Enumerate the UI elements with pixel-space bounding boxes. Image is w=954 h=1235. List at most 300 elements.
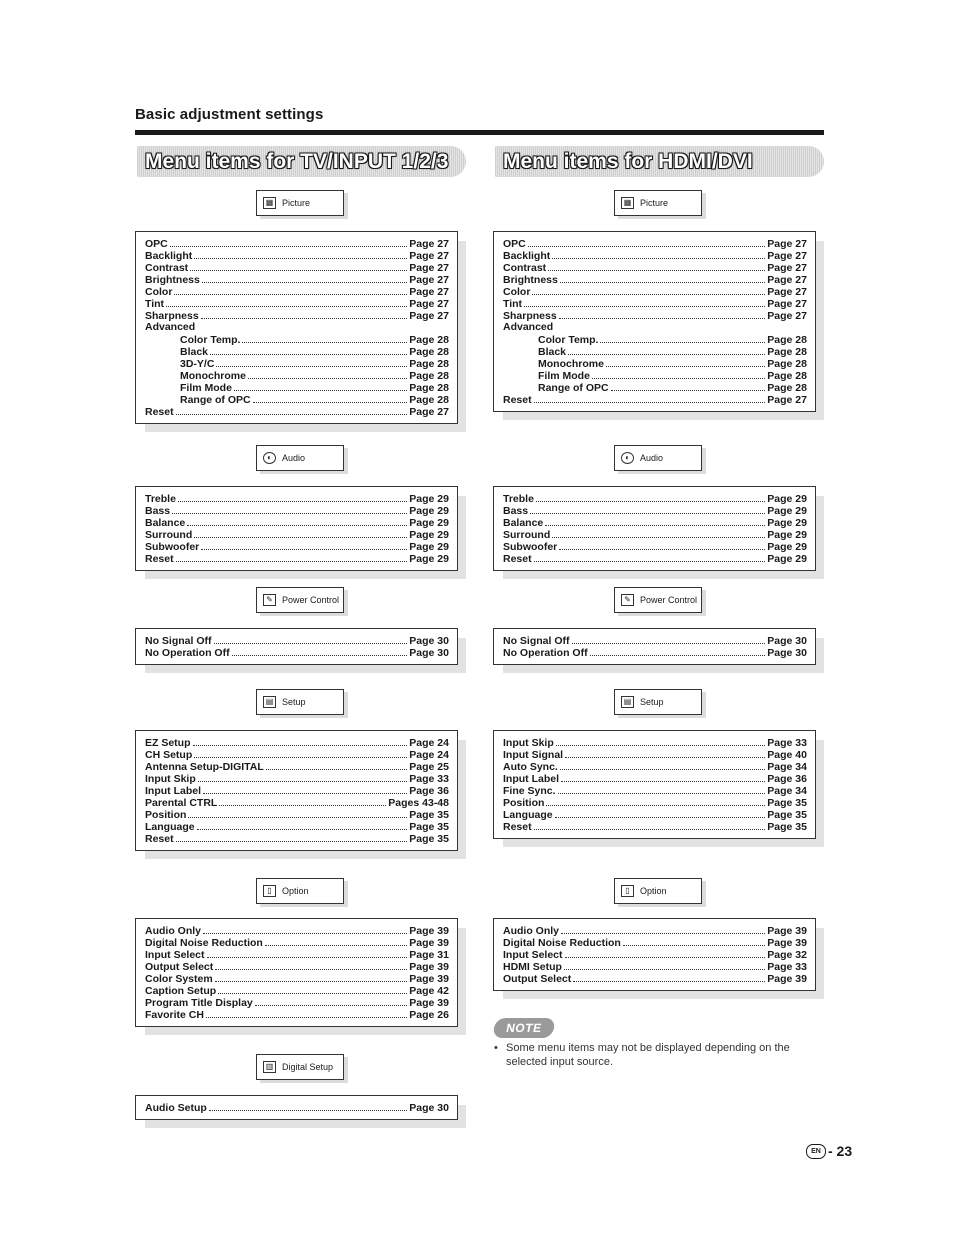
- menu-items-list: [135, 1095, 458, 1120]
- dot-leader: [232, 646, 408, 656]
- dot-leader: [536, 492, 765, 502]
- dot-leader: [552, 249, 765, 259]
- menu-item-label: Tint: [503, 298, 523, 310]
- dot-leader: [545, 516, 765, 526]
- menu-item-row: [503, 936, 807, 948]
- menu-item-label: Reset: [145, 406, 174, 418]
- dot-leader: [568, 345, 765, 355]
- menu-item-row: [145, 924, 449, 936]
- menu-item-label: Black: [180, 346, 209, 358]
- menu-item-row: [145, 297, 449, 309]
- menu-item-row: [145, 357, 449, 369]
- note-badge: NOTE: [492, 1018, 556, 1038]
- menu-tab-label: Setup: [282, 697, 306, 707]
- dot-leader: [203, 784, 407, 794]
- dot-leader: [194, 748, 407, 758]
- menu-item-row: [503, 924, 807, 936]
- menu-item-page: Page 39: [409, 937, 449, 949]
- dot-leader: [190, 261, 407, 271]
- dot-leader: [194, 249, 407, 259]
- dot-leader: [606, 357, 765, 367]
- menu-item-page: Page 35: [767, 821, 807, 833]
- menu-item-page: Page 33: [767, 961, 807, 973]
- menu-item-row: [503, 972, 807, 984]
- menu-tab-label: Power Control: [282, 595, 340, 605]
- menu-item-row: [145, 237, 449, 249]
- menu-item-label: Balance: [503, 517, 544, 529]
- menu-item-page: Page 28: [409, 394, 449, 406]
- menu-item-label: Reset: [503, 553, 532, 565]
- menu-item-row: [503, 784, 807, 796]
- menu-item-row: [503, 646, 807, 658]
- dot-leader: [524, 297, 765, 307]
- dot-leader: [534, 552, 766, 562]
- menu-item-row: [145, 405, 449, 417]
- menu-item-label: Tint: [145, 298, 165, 310]
- note-body: Some menu items may not be displayed depending on the selected input source.: [506, 1042, 790, 1068]
- menu-item-label: Reset: [145, 553, 174, 565]
- menu-tab-label: Setup: [640, 697, 664, 707]
- dot-leader: [266, 760, 408, 770]
- option-icon: ▯: [621, 885, 634, 897]
- menu-item-page: Page 39: [767, 973, 807, 985]
- menu-item-page: Page 39: [767, 937, 807, 949]
- menu-item-label: Advanced: [503, 321, 554, 333]
- power-control-icon: ✎: [263, 594, 276, 606]
- menu-item-row: [503, 760, 807, 772]
- dot-leader: [573, 972, 765, 982]
- dot-leader: [218, 984, 407, 994]
- setup-icon: ▤: [621, 696, 634, 708]
- dot-leader: [234, 381, 407, 391]
- menu-item-label: Language: [503, 809, 553, 821]
- menu-item-label: Input Label: [503, 773, 559, 785]
- dot-leader: [592, 369, 765, 379]
- menu-item-label: Audio Setup: [145, 1102, 207, 1114]
- dot-leader: [565, 748, 765, 758]
- dot-leader: [561, 924, 765, 934]
- menu-item-page: Page 34: [767, 761, 807, 773]
- menu-item-label: Surround: [503, 529, 551, 541]
- menu-item-row: [503, 285, 807, 297]
- menu-item-page: Page 30: [409, 647, 449, 659]
- menu-item-row: [503, 381, 807, 393]
- menu-item-label: HDMI Setup: [503, 961, 562, 973]
- menu-item-page: Page 35: [767, 809, 807, 821]
- menu-item-page: Page 36: [767, 773, 807, 785]
- menu-item-label: Film Mode: [538, 370, 590, 382]
- option-icon: ▯: [263, 885, 276, 897]
- menu-item-page: Page 42: [409, 985, 449, 997]
- menu-item-row: [145, 504, 449, 516]
- menu-item-row: [503, 309, 807, 321]
- menu-item-page: Page 29: [767, 505, 807, 517]
- menu-item-page: Page 28: [409, 346, 449, 358]
- menu-item-row: [503, 808, 807, 820]
- menu-item-label: Position: [503, 797, 545, 809]
- menu-item-label: Contrast: [145, 262, 189, 274]
- menu-item-row: [145, 948, 449, 960]
- dot-leader: [201, 540, 407, 550]
- menu-item-row: [503, 772, 807, 784]
- menu-item-row: [145, 808, 449, 820]
- dot-leader: [219, 796, 386, 806]
- menu-item-page: Page 27: [409, 238, 449, 250]
- menu-item-page: Page 27: [767, 250, 807, 262]
- menu-item-label: Contrast: [503, 262, 547, 274]
- menu-item-row: [503, 249, 807, 261]
- dot-leader: [215, 960, 407, 970]
- menu-item-row: [503, 237, 807, 249]
- menu-item-label: Range of OPC: [538, 382, 609, 394]
- menu-item-label: Position: [145, 809, 187, 821]
- dot-leader: [170, 237, 408, 247]
- menu-item-page: Page 29: [409, 505, 449, 517]
- menu-item-row: [145, 820, 449, 832]
- dot-leader: [611, 381, 766, 391]
- section-heading: Basic adjustment settings: [135, 106, 324, 123]
- menu-item-page: Page 35: [409, 833, 449, 845]
- menu-tab-label: Audio: [640, 453, 664, 463]
- menu-item-label: Auto Sync.: [503, 761, 558, 773]
- dot-leader: [561, 772, 765, 782]
- menu-item-row: [503, 552, 807, 564]
- menu-item-page: Page 35: [767, 797, 807, 809]
- menu-item-row: [145, 760, 449, 772]
- dot-leader: [178, 492, 407, 502]
- note-bullet: •: [494, 1042, 498, 1054]
- dot-leader: [548, 261, 765, 271]
- menu-item-label: Program Title Display: [145, 997, 253, 1009]
- menu-item-row: [503, 261, 807, 273]
- menu-item-label: Balance: [145, 517, 186, 529]
- menu-item-label: Color System: [145, 973, 213, 985]
- menu-item-row: [503, 796, 807, 808]
- dot-leader: [534, 393, 766, 403]
- menu-item-label: Monochrome: [538, 358, 604, 370]
- menu-item-row: [503, 634, 807, 646]
- menu-item-label: Treble: [503, 493, 534, 505]
- dot-leader: [203, 924, 407, 934]
- menu-item-page: Page 30: [767, 635, 807, 647]
- menu-item-page: Page 27: [767, 394, 807, 406]
- menu-tab-digital-setup: [256, 1054, 344, 1080]
- menu-item-page: Pages 43-48: [388, 797, 449, 809]
- menu-item-page: Page 36: [409, 785, 449, 797]
- menu-item-row: [503, 528, 807, 540]
- menu-item-page: Page 26: [409, 1009, 449, 1021]
- menu-item-row: [145, 285, 449, 297]
- menu-item-row: [503, 273, 807, 285]
- menu-item-page: Page 28: [767, 358, 807, 370]
- dot-leader: [174, 285, 407, 295]
- menu-item-label: OPC: [503, 238, 526, 250]
- menu-item-label: Favorite CH: [145, 1009, 204, 1021]
- menu-tab-label: Option: [640, 886, 667, 896]
- menu-item-label: Subwoofer: [503, 541, 558, 553]
- menu-item-label: Color: [145, 286, 173, 298]
- menu-tab-power-control: [614, 587, 702, 613]
- menu-item-label: Backlight: [145, 250, 193, 262]
- menu-item-page: Page 29: [409, 541, 449, 553]
- menu-tab-audio: [256, 445, 344, 471]
- menu-item-page: Page 31: [409, 949, 449, 961]
- menu-item-page: Page 30: [767, 647, 807, 659]
- picture-icon: ▦: [263, 197, 276, 209]
- menu-item-label: No Operation Off: [145, 647, 230, 659]
- dot-leader: [197, 820, 408, 830]
- menu-tab-picture: [256, 190, 344, 216]
- menu-item-row: [503, 960, 807, 972]
- menu-items-list: [493, 730, 816, 839]
- menu-item-row: [145, 261, 449, 273]
- dot-leader: [546, 796, 765, 806]
- menu-item-label: No Signal Off: [503, 635, 570, 647]
- menu-item-row: [145, 748, 449, 760]
- dot-leader: [590, 646, 766, 656]
- menu-item-row: [145, 832, 449, 844]
- menu-item-page: Page 29: [409, 553, 449, 565]
- menu-item-row: [503, 736, 807, 748]
- dot-leader: [534, 820, 766, 830]
- note-text: [494, 1041, 824, 1069]
- menu-item-label: Antenna Setup-DIGITAL: [145, 761, 264, 773]
- dot-leader: [193, 736, 408, 746]
- menu-item-label: Sharpness: [145, 310, 199, 322]
- menu-item-page: Page 34: [767, 785, 807, 797]
- dot-leader: [207, 948, 408, 958]
- dot-leader: [215, 972, 408, 982]
- menu-item-label: Monochrome: [180, 370, 246, 382]
- menu-item-page: Page 29: [767, 529, 807, 541]
- banner-hdmi-dvi: Menu items for HDMI/DVI: [495, 146, 824, 177]
- menu-item-row: [503, 357, 807, 369]
- menu-item-page: Page 30: [409, 635, 449, 647]
- menu-item-page: Page 27: [409, 250, 449, 262]
- menu-item-label: Reset: [503, 821, 532, 833]
- menu-item-row: [503, 333, 807, 345]
- dot-leader: [176, 552, 408, 562]
- dot-leader: [560, 760, 765, 770]
- menu-item-page: Page 39: [409, 997, 449, 1009]
- menu-item-page: Page 24: [409, 749, 449, 761]
- dot-leader: [206, 1008, 407, 1018]
- banner-tv-input: Menu items for TV/INPUT 1/2/3: [137, 146, 466, 177]
- menu-item-page: Page 27: [409, 274, 449, 286]
- menu-item-page: Page 35: [409, 821, 449, 833]
- menu-item-row: [145, 960, 449, 972]
- menu-item-label: Range of OPC: [180, 394, 251, 406]
- digital-setup-icon: ▥: [263, 1061, 276, 1073]
- menu-items-list: [135, 918, 458, 1027]
- menu-item-row: [145, 996, 449, 1008]
- menu-item-page: Page 28: [409, 370, 449, 382]
- menu-items-list: [493, 231, 816, 412]
- menu-tab-option: [256, 878, 344, 904]
- menu-item-page: Page 25: [409, 761, 449, 773]
- menu-items-list: [493, 486, 816, 571]
- menu-item-row: [503, 504, 807, 516]
- dot-leader: [202, 273, 407, 283]
- menu-tab-audio: [614, 445, 702, 471]
- menu-item-page: Page 27: [409, 406, 449, 418]
- menu-item-page: Page 27: [409, 262, 449, 274]
- menu-item-label: 3D-Y/C: [180, 358, 215, 370]
- menu-item-row: [145, 736, 449, 748]
- menu-item-page: Page 30: [409, 1102, 449, 1114]
- menu-tab-label: Power Control: [640, 595, 698, 605]
- dot-leader: [216, 357, 407, 367]
- menu-item-label: Input Select: [503, 949, 563, 961]
- dot-leader: [528, 237, 766, 247]
- picture-icon: ▦: [621, 197, 634, 209]
- menu-item-row: [503, 345, 807, 357]
- menu-item-page: Page 28: [767, 370, 807, 382]
- menu-item-label: Bass: [503, 505, 529, 517]
- menu-item-label: EZ Setup: [145, 737, 191, 749]
- dot-leader: [600, 333, 765, 343]
- menu-tab-label: Option: [282, 886, 309, 896]
- menu-tab-setup: [256, 689, 344, 715]
- menu-item-row: [145, 984, 449, 996]
- menu-item-label: Audio Only: [145, 925, 201, 937]
- page-number-text: - 23: [828, 1143, 853, 1159]
- menu-item-row: [145, 321, 449, 333]
- menu-item-label: No Signal Off: [145, 635, 212, 647]
- dot-leader: [248, 369, 407, 379]
- menu-item-label: Input Skip: [145, 773, 196, 785]
- dot-leader: [172, 504, 407, 514]
- menu-item-label: Input Skip: [503, 737, 554, 749]
- dot-leader: [265, 936, 407, 946]
- menu-item-row: [145, 492, 449, 504]
- menu-item-page: Page 27: [767, 286, 807, 298]
- dot-leader: [255, 996, 408, 1006]
- language-badge: EN: [806, 1144, 826, 1159]
- menu-items-list: [135, 486, 458, 571]
- menu-tab-setup: [614, 689, 702, 715]
- menu-items-list: [493, 918, 816, 991]
- header-rule: [135, 130, 824, 135]
- menu-tab-label: Picture: [640, 198, 669, 208]
- menu-item-page: Page 28: [409, 334, 449, 346]
- dot-leader: [201, 309, 408, 319]
- dot-leader: [210, 345, 407, 355]
- audio-icon: ◐: [263, 452, 276, 464]
- menu-item-label: Fine Sync.: [503, 785, 556, 797]
- menu-item-row: [503, 748, 807, 760]
- menu-item-page: Page 29: [767, 541, 807, 553]
- dot-leader: [176, 832, 408, 842]
- menu-item-page: Page 32: [767, 949, 807, 961]
- menu-item-row: [145, 333, 449, 345]
- dot-leader: [187, 516, 407, 526]
- menu-item-page: Page 29: [767, 493, 807, 505]
- menu-item-page: Page 39: [409, 925, 449, 937]
- menu-item-page: Page 33: [767, 737, 807, 749]
- menu-item-page: Page 28: [767, 382, 807, 394]
- menu-item-page: Page 27: [409, 286, 449, 298]
- menu-item-label: Surround: [145, 529, 193, 541]
- menu-item-label: Digital Noise Reduction: [503, 937, 621, 949]
- menu-item-row: [145, 972, 449, 984]
- menu-item-page: Page 29: [767, 553, 807, 565]
- menu-item-page: Page 29: [409, 517, 449, 529]
- menu-item-row: [503, 321, 807, 333]
- menu-item-label: Input Label: [145, 785, 201, 797]
- dot-leader: [560, 273, 765, 283]
- menu-item-row: [145, 309, 449, 321]
- menu-item-row: [145, 634, 449, 646]
- menu-item-label: Backlight: [503, 250, 551, 262]
- menu-item-row: [503, 516, 807, 528]
- menu-item-label: Brightness: [145, 274, 200, 286]
- menu-item-row: [145, 393, 449, 405]
- menu-item-row: [145, 1008, 449, 1020]
- menu-item-row: [145, 1101, 449, 1113]
- menu-item-page: Page 29: [409, 493, 449, 505]
- menu-item-label: Sharpness: [503, 310, 557, 322]
- menu-item-row: [145, 369, 449, 381]
- menu-tab-label: Picture: [282, 198, 311, 208]
- menu-item-label: Reset: [145, 833, 174, 845]
- dot-leader: [209, 1101, 407, 1111]
- dot-leader: [552, 528, 765, 538]
- dot-leader: [214, 634, 408, 644]
- menu-items-list: [493, 628, 816, 665]
- menu-item-label: Caption Setup: [145, 985, 217, 997]
- dot-leader: [623, 936, 765, 946]
- menu-item-label: Audio Only: [503, 925, 559, 937]
- menu-item-page: Page 40: [767, 749, 807, 761]
- menu-item-page: Page 29: [409, 529, 449, 541]
- menu-item-row: [145, 772, 449, 784]
- menu-item-label: Parental CTRL: [145, 797, 218, 809]
- menu-item-row: [503, 948, 807, 960]
- menu-item-row: [145, 936, 449, 948]
- menu-item-page: Page 27: [409, 310, 449, 322]
- dot-leader: [198, 772, 408, 782]
- menu-item-page: Page 27: [767, 274, 807, 286]
- menu-item-page: Page 28: [409, 358, 449, 370]
- menu-item-label: Black: [538, 346, 567, 358]
- menu-item-label: Treble: [145, 493, 176, 505]
- menu-item-label: Advanced: [145, 321, 196, 333]
- dot-leader: [572, 634, 766, 644]
- menu-item-page: Page 39: [409, 973, 449, 985]
- menu-item-row: [145, 249, 449, 261]
- menu-item-row: [145, 516, 449, 528]
- dot-leader: [242, 333, 407, 343]
- dot-leader: [194, 528, 407, 538]
- menu-item-label: Input Signal: [503, 749, 564, 761]
- menu-item-label: Input Select: [145, 949, 205, 961]
- menu-items-list: [135, 730, 458, 851]
- menu-item-label: Film Mode: [180, 382, 232, 394]
- dot-leader: [564, 960, 765, 970]
- menu-tab-option: [614, 878, 702, 904]
- menu-item-page: Page 39: [409, 961, 449, 973]
- menu-item-label: Reset: [503, 394, 532, 406]
- menu-item-label: Color: [503, 286, 531, 298]
- menu-item-row: [503, 492, 807, 504]
- menu-item-page: Page 39: [767, 925, 807, 937]
- menu-item-page: Page 27: [409, 298, 449, 310]
- menu-item-page: Page 24: [409, 737, 449, 749]
- menu-item-label: No Operation Off: [503, 647, 588, 659]
- menu-item-label: OPC: [145, 238, 168, 250]
- menu-item-page: Page 27: [767, 238, 807, 250]
